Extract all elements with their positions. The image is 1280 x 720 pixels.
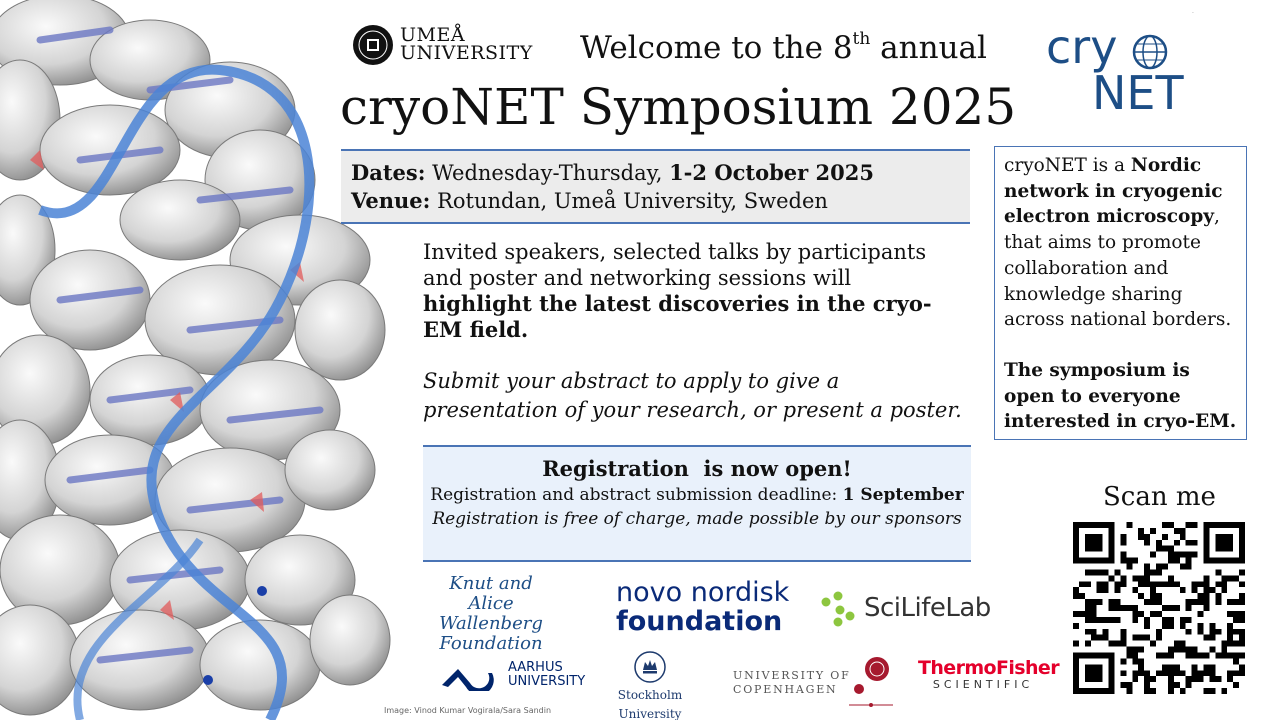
welcome-lead: Welcome to the 8 bbox=[580, 30, 853, 66]
registration-deadline bbox=[423, 483, 971, 507]
scientific-text: SCIENTIFIC bbox=[932, 678, 1034, 691]
scan-me-label: Scan me bbox=[1103, 482, 1216, 512]
dates-row bbox=[351, 159, 960, 187]
scilifelab-text: SciLifeLab bbox=[864, 593, 991, 623]
corner-mark: . bbox=[1192, 8, 1194, 15]
aarhus-university-logo bbox=[440, 657, 600, 693]
novo-foundation-text: foundation bbox=[616, 606, 783, 637]
thermo-fisher-scientific-logo bbox=[918, 657, 1059, 694]
scilifelab-dots-icon bbox=[818, 588, 858, 628]
info-p1-bold: Nordic network in cryogenic electron microscopy bbox=[1004, 155, 1223, 228]
welcome-line bbox=[580, 30, 987, 66]
umea-university-seal-icon bbox=[352, 24, 394, 66]
deadline-date: 1 September bbox=[842, 485, 964, 505]
submit-abstract-text: Submit your abstract to apply to give a presentation of your research, or present a poster. bbox=[423, 369, 962, 422]
venue-value: Rotundan, Umeå University, Sweden bbox=[430, 189, 828, 213]
info-p1-end: , that aims to promote collaboration and knowledge sharing across national borders. bbox=[1004, 206, 1232, 331]
registration-box bbox=[423, 445, 971, 562]
stockholm-crown-seal-icon bbox=[633, 650, 667, 684]
university-of-copenhagen-logo bbox=[733, 655, 893, 709]
info-p1-start: cryoNET is a bbox=[1004, 155, 1131, 176]
aarhus-text: AARHUS UNIVERSITY bbox=[508, 660, 586, 689]
copenhagen-text: UNIVERSITY OF COPENHAGEN bbox=[733, 669, 851, 696]
dates-prefix: Wednesday-Thursday, bbox=[425, 161, 670, 185]
venue-label: Venue: bbox=[351, 188, 431, 213]
welcome-ordinal: th bbox=[852, 29, 871, 49]
umea-university-logo bbox=[352, 22, 542, 68]
page-title: cryoNET Symposium 2025 bbox=[340, 78, 1017, 136]
cryonet-logo-cry: cry bbox=[1046, 20, 1118, 74]
dates-value: 1-2 October 2025 bbox=[669, 160, 874, 185]
cryonet-info-box bbox=[994, 146, 1247, 440]
umea-university-name: UMEÅ UNIVERSITY bbox=[400, 24, 533, 64]
wallenberg-foundation-logo: Knut and Alice Wallenberg Foundation bbox=[439, 573, 543, 654]
cryonet-logo bbox=[1046, 22, 1206, 122]
novo-nordisk-foundation-logo bbox=[616, 578, 789, 636]
cryonet-logo-net: NET bbox=[1092, 66, 1184, 120]
novo-nordisk-text: novo nordisk bbox=[616, 577, 790, 608]
copenhagen-seal-icon bbox=[849, 655, 895, 709]
deadline-prefix: Registration and abstract submission deadline: bbox=[430, 485, 843, 505]
dates-label: Dates: bbox=[351, 160, 426, 185]
globe-network-icon bbox=[1132, 34, 1168, 70]
aarhus-wave-icon bbox=[440, 659, 496, 691]
invite-text: Invited speakers, selected talks by participants and poster and networking sessions will bbox=[423, 240, 927, 290]
image-credit: Image: Vinod Kumar Vogirala/Sara Sandin bbox=[384, 706, 552, 715]
registration-free-note: Registration is free of charge, made possible by our sponsors bbox=[432, 509, 962, 529]
info-paragraph-1 bbox=[1004, 153, 1237, 333]
invite-paragraph bbox=[423, 239, 963, 343]
dates-venue-box bbox=[341, 149, 970, 224]
thermo-fisher-text: ThermoFisher bbox=[918, 657, 1059, 679]
welcome-tail: annual bbox=[870, 30, 987, 66]
invite-highlight: highlight the latest discoveries in the cryo-EM field. bbox=[423, 291, 932, 342]
qr-code-icon[interactable] bbox=[1073, 522, 1245, 694]
info-paragraph-2: The symposium is open to everyone interested in cryo-EM. bbox=[1004, 359, 1237, 433]
stockholm-text: Stockholm University bbox=[617, 688, 683, 720]
venue-row bbox=[351, 187, 960, 215]
registration-heading: Registration is now open! bbox=[542, 456, 852, 481]
stockholm-university-logo bbox=[610, 650, 690, 720]
